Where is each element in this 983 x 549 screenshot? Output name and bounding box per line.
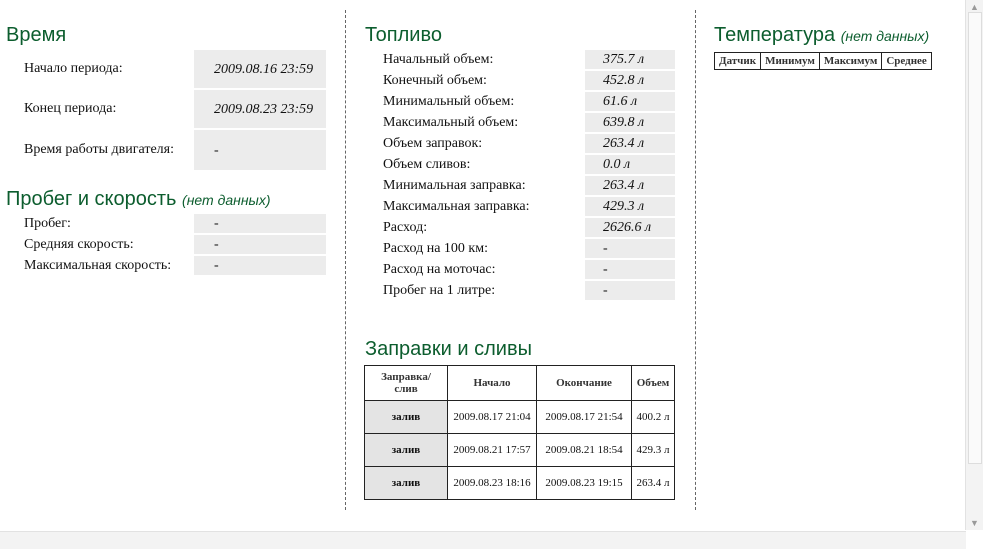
table-header-row <box>365 366 675 401</box>
no-data-note: (нет данных) <box>840 28 930 44</box>
table-row <box>365 401 675 434</box>
mileage-title-text: Пробег и скорость <box>6 188 177 210</box>
row-label: Объем сливов: <box>383 156 471 172</box>
temperature-title-text: Температура <box>714 24 836 46</box>
cell-type: залив <box>365 434 448 467</box>
fuel-row <box>365 50 675 69</box>
fuel-row <box>365 281 675 300</box>
row-label: Начало периода: <box>24 61 123 76</box>
scroll-down-icon[interactable]: ▼ <box>970 518 979 528</box>
fuel-section-title: Топливо <box>365 24 442 46</box>
fuel-row <box>365 239 675 258</box>
header-avg: Среднее <box>882 53 931 70</box>
cell-type: залив <box>365 401 448 434</box>
mileage-section-title <box>6 188 271 211</box>
row-label: Начальный объем: <box>383 51 494 67</box>
fuel-row <box>365 134 675 153</box>
fuel-row <box>365 113 675 132</box>
row-value: 2009.08.23 23:59 <box>194 90 326 128</box>
fuel-table <box>365 48 675 302</box>
temperature-section-title <box>714 24 929 47</box>
vertical-scrollbar[interactable] <box>965 0 983 530</box>
refuels-section-title: Заправки и сливы <box>365 338 532 360</box>
fuel-row <box>365 155 675 174</box>
row-value: - <box>585 239 675 258</box>
column-divider <box>345 10 346 510</box>
column-divider <box>695 10 696 510</box>
time-section-title: Время <box>6 24 67 46</box>
row-label: Расход на моточас: <box>383 261 496 277</box>
cell-volume: 400.2 л <box>632 401 675 434</box>
row-value: 263.4 л <box>585 134 675 153</box>
no-data-note: (нет данных) <box>182 192 271 208</box>
scroll-thumb[interactable] <box>968 12 982 464</box>
header-type: Заправка/ слив <box>365 366 448 401</box>
fuel-row <box>365 176 675 195</box>
header-min: Минимум <box>761 53 820 70</box>
scroll-up-icon[interactable]: ▲ <box>970 2 979 12</box>
row-value: 0.0 л <box>585 155 675 174</box>
temperature-table <box>714 52 932 70</box>
row-value: 263.4 л <box>585 176 675 195</box>
row-label: Максимальный объем: <box>383 114 519 130</box>
cell-volume: 429.3 л <box>632 434 675 467</box>
fuel-row <box>365 197 675 216</box>
row-label: Конец периода: <box>24 101 117 116</box>
time-table <box>6 48 326 172</box>
header-end: Окончание <box>537 366 632 401</box>
row-label: Расход на 100 км: <box>383 240 488 256</box>
time-row-engine <box>6 130 326 170</box>
table-header-row <box>715 53 932 70</box>
table-row <box>365 467 675 500</box>
refuels-table <box>364 365 675 500</box>
fuel-row <box>365 218 675 237</box>
mileage-row <box>6 235 326 254</box>
time-row-start <box>6 50 326 88</box>
row-value: - <box>194 235 326 254</box>
row-label: Минимальный объем: <box>383 93 515 109</box>
row-label: Максимальная скорость: <box>24 257 172 273</box>
header-start: Начало <box>448 366 537 401</box>
header-volume: Объем <box>632 366 675 401</box>
mileage-row <box>6 214 326 233</box>
table-row <box>365 434 675 467</box>
row-value: 2626.6 л <box>585 218 675 237</box>
fuel-row <box>365 71 675 90</box>
row-label: Средняя скорость: <box>24 236 134 252</box>
row-label: Расход: <box>383 219 428 235</box>
fuel-row <box>365 92 675 111</box>
cell-end: 2009.08.21 18:54 <box>537 434 632 467</box>
mileage-table <box>6 212 326 277</box>
row-value: 375.7 л <box>585 50 675 69</box>
row-value: 452.8 л <box>585 71 675 90</box>
row-value: 2009.08.16 23:59 <box>194 50 326 88</box>
row-value: - <box>585 260 675 279</box>
cell-start: 2009.08.23 18:16 <box>448 467 537 500</box>
row-label: Пробег: <box>24 215 71 231</box>
row-value: - <box>194 214 326 233</box>
row-label: Минимальная заправка: <box>383 177 526 193</box>
cell-end: 2009.08.23 19:15 <box>537 467 632 500</box>
row-value: 639.8 л <box>585 113 675 132</box>
cell-end: 2009.08.17 21:54 <box>537 401 632 434</box>
fuel-row <box>365 260 675 279</box>
row-value: - <box>585 281 675 300</box>
header-sensor: Датчик <box>715 53 761 70</box>
cell-volume: 263.4 л <box>632 467 675 500</box>
cell-start: 2009.08.17 21:04 <box>448 401 537 434</box>
row-label: Пробег на 1 литре: <box>383 282 496 298</box>
header-max: Максимум <box>819 53 882 70</box>
mileage-row <box>6 256 326 275</box>
row-value: - <box>194 130 326 170</box>
horizontal-scrollbar[interactable] <box>0 531 966 549</box>
row-value: 61.6 л <box>585 92 675 111</box>
row-label: Объем заправок: <box>383 135 483 151</box>
time-row-end <box>6 90 326 128</box>
row-label: Максимальная заправка: <box>383 198 530 214</box>
row-value: 429.3 л <box>585 197 675 216</box>
row-value: - <box>194 256 326 275</box>
cell-type: залив <box>365 467 448 500</box>
cell-start: 2009.08.21 17:57 <box>448 434 537 467</box>
row-label: Конечный объем: <box>383 72 487 88</box>
row-label: Время работы двигателя: <box>24 142 174 157</box>
